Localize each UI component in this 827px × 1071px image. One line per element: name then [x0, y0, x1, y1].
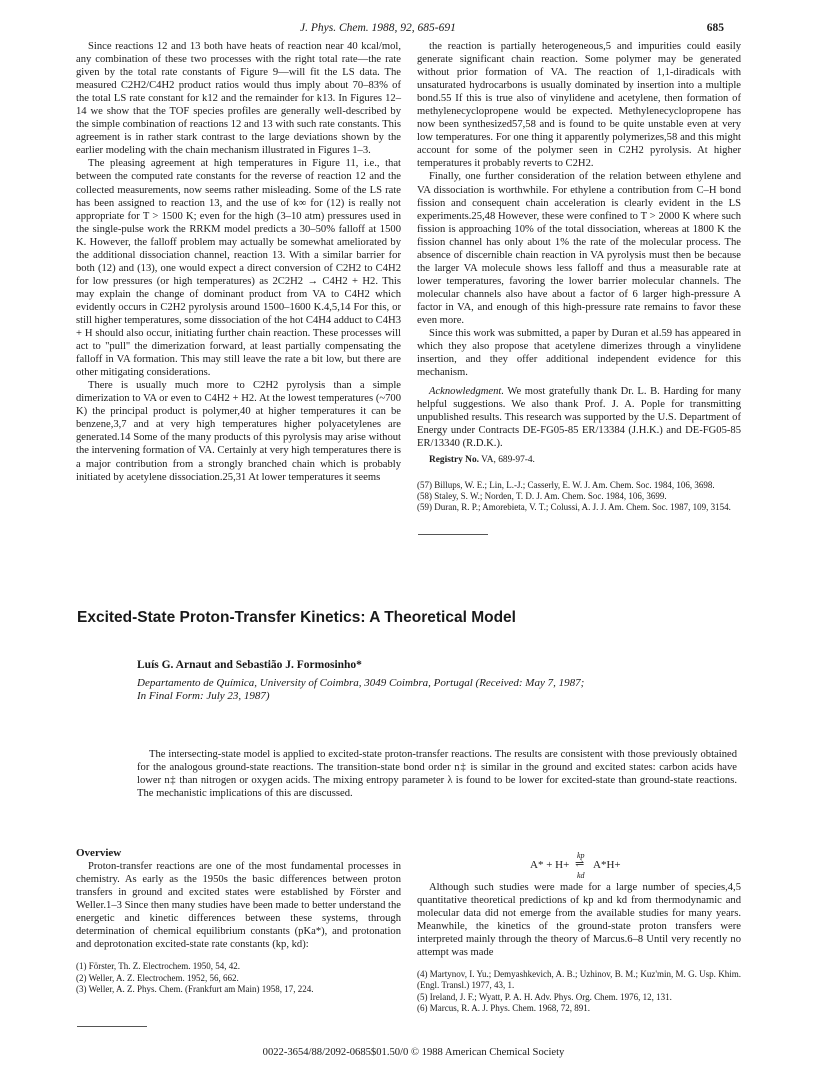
left-column-top [76, 40, 401, 484]
page-number: 685 [706, 22, 724, 34]
article-title: Excited-State Proton-Transfer Kinetics: A Theoretical Model [77, 609, 516, 626]
right-column-bottom [417, 847, 741, 1014]
acknowledgment-text: We most gratefully thank Dr. L. B. Harding for many helpful suggestions. We also thank Prof. J. A. Pople for transmitting unpublished results. This research was supported by the U.S. Department of Energy under Contracts DE-FG05-85 ER/13384 (J.H.K.) and DE-FG05-85 ER/13340 (R.D.K.). [417, 386, 741, 450]
reference: (6) Marcus, R. A. J. Phys. Chem. 1968, 72, 891. [417, 1002, 590, 1013]
paragraph: Finally, one further consideration of the relation between ethylene and VA dissociation is worthwhile. For ethylene a contribution from C–H bond fission and consequent chain acceleration is clearly evident in the LS experiments.25,48 However, these were confined to T > 2000 K where such fission is approaching 10% of the total dissociation, whereas at 1800 K the fission channel has only about 1% the rate of the molecular process. The absence of discernible chain reaction in VA pyrolysis must then be because the larger VA molecule shows less falloff and thus a measurable rate at lower temperatures, favoring the lower barrier molecular channels. The molecular channels also have about a factor of 6 larger high-pressure A factor in VA, and enough of this high-pressure rate remains to favor these even more. [417, 171, 741, 326]
equilibrium-arrow-icon: ⇌ [575, 858, 585, 870]
journal-citation: J. Phys. Chem. 1988, 92, 685-691 [300, 22, 456, 34]
affiliation-line: Departamento de Química, University of Coimbra, 3049 Coimbra, Portugal (Received: May 7, 1987; [137, 677, 585, 689]
affiliation-line: In Final Form: July 23, 1987) [137, 690, 270, 703]
abstract: The intersecting-state model is applied to excited-state proton-transfer reactions. The results are consistent with those previously obtained for the analogous ground-state reactions. The transition-state bond order n‡ is similar in the ground and excited states: carbon acids have lower n‡ than nitrogen or oxygen acids. The mixing entropy parameter λ is found to be lower for excited-state than ground-state reactions. The mechanistic implications of this are discussed. [137, 749, 737, 800]
equation [417, 847, 741, 881]
equation-left: A* + H+ [530, 859, 570, 871]
equation-right: A*H+ [593, 859, 621, 871]
equation-rate-forward: kp [577, 851, 585, 860]
paragraph: Since this work was submitted, a paper by Duran et al.59 has appeared in which they also propose that acetylene dimerizes through a vinylidene insertion, and they offer additional independent evidence for this mechanism. [417, 328, 741, 379]
left-column-bottom [76, 847, 401, 995]
paragraph: Since reactions 12 and 13 both have heats of reaction near 40 kcal/mol, any combination of these two processes with the right total rate—the rate given by the total rate constants of Figure 9—will fit the LS data. The measured C2H2/C4H2 product ratios would thus imply about 70–83% of the total LS rate constant for k12 and the remainder for k13. In Figures 12–14 we show that the TOF species profiles are generally well-described by the simple combination of reactions 12 and 13 with such rate constants. This agreement is in rather stark contrast to the large deviations shown by the earlier modeling with the chain mechanism illustrated in Figures 1–3. [76, 41, 401, 157]
registry-label: Registry No. [429, 455, 479, 466]
reference: (59) Duran, R. P.; Amorebieta, V. T.; Colussi, A. J. J. Am. Chem. Soc. 1987, 109, 3154. [417, 501, 731, 512]
equation-rate-reverse: kd [577, 871, 585, 880]
paragraph: The pleasing agreement at high temperatures in Figure 11, i.e., that between the computed rate constants for the reverse of reaction 12 and the collected measurements, now seems rather misleading. Some of the LS rate has been assigned to reaction 13, and the use of k∞ for (12) is really not appropriate for T > 1500 K; even for the high (3–10 atm) pressures used in the single-pulse work the RRKM model predicts a 30–50% falloff at 1500 K. However, the falloff problem may actually be somewhat ameliorated by the additional dissociation channel, reaction 13. With a similar barrier for both (12) and (13), one would expect a direct conversion of C2H2 to C4H2 for low pressures (or high temperatures) as 2C2H2 → C4H2 + H2. This may explain the change of dominant product from VA to C4H2 which evidently occurs in C2H2 pyrolysis around 1500–1600 K.4,5,14 For this, or still higher temperatures, some dissociation of the hot C4H4 adduct to C4H3 + H should also occur, initiating further chain reaction. These processes will act to "pull" the dimerization forward, at least partially compensating the falloff in VA formation. This may still leave the rate a bit low, but there are other mitigating considerations. [76, 158, 401, 379]
paragraph: There is usually much more to C2H2 pyrolysis than a simple dimerization to VA or even to C4H2 + H2. At the lowest temperatures (~700 K) the principal product is polymer,40 at higher temperatures it can be benzene,3,7 and at very high temperatures higher polyacetylenes are generated.14 Some of the many products of this pyrolysis may arise without the intervening formation of VA. Certainly at very high temperatures there is a major contribution from a strongly branched chain which is probably initiated by acetylene dissociation.25,31 At lower temperatures it seems [76, 380, 401, 483]
acknowledgment [417, 385, 741, 450]
reference: (58) Staley, S. W.; Norden, T. D. J. Am. Chem. Soc. 1984, 106, 3699. [417, 490, 667, 501]
reference: (4) Martynov, I. Yu.; Demyashkevich, A. B.; Uzhinov, B. M.; Kuz'min, M. G. Usp. Khim. (Engl. Transl.) 1977, 43, 1. [417, 969, 741, 991]
registry-text: VA, 689-97-4. [479, 455, 535, 466]
footnote-rule [418, 534, 488, 535]
reference: (1) Förster, Th. Z. Electrochem. 1950, 54, 42. [76, 961, 240, 972]
section-heading: Overview [76, 847, 122, 859]
reference: (2) Weller, A. Z. Electrochem. 1952, 56, 662. [76, 972, 239, 983]
authors: Luís G. Arnaut and Sebastião J. Formosinho* [137, 659, 362, 671]
registry [417, 454, 741, 467]
acknowledgment-lead: Acknowledgment. [429, 386, 505, 398]
affiliation [137, 677, 584, 703]
paragraph: the reaction is partially heterogeneous,5 and impurities could easily generate significant chain reaction. Some polymer may be generated without prior formation of VA. The reaction of 1,1-diradicals with unsaturated hydrocarbons is usually dominated by insertion into a multiple bond.55 If this is true also of vinylidene and acetylene, then formation of methylenecyclopropene would be expected. Methylenecyclopropene has now been synthesized57,58 and is found to be quite unstable even at very low temperatures. For one thing it apparently polymerizes,58 and this might account for some of the polymer seen in C2H2 pyrolysis. At higher temperatures it probably reverts to C2H2. [417, 41, 741, 170]
reference: (57) Billups, W. E.; Lin, L.-J.; Casserly, E. W. J. Am. Chem. Soc. 1984, 106, 3698. [417, 479, 715, 490]
paragraph: Although such studies were made for a large number of species,4,5 quantitative theoretical predictions of kp and kd from thermodynamic and molecular data did not emerge from the available studies for many years. Meanwhile, the kinetics of the ground-state proton transfers were interpreted mainly through the theory of Marcus.6–8 Until very recently no attempt was made [417, 882, 741, 959]
right-column-top [417, 40, 741, 513]
page-footer: 0022-3654/88/2092-0685$01.50/0 © 1988 American Chemical Society [262, 1047, 565, 1058]
reference: (5) Ireland, J. F.; Wyatt, P. A. H. Adv. Phys. Org. Chem. 1976, 12, 131. [417, 991, 672, 1002]
reference-list [76, 961, 401, 995]
reference: (3) Weller, A. Z. Phys. Chem. (Frankfurt am Main) 1958, 17, 224. [76, 983, 314, 994]
reference-list [417, 480, 741, 514]
reference-list [417, 969, 741, 1014]
footnote-rule [77, 1026, 147, 1027]
paragraph: Proton-transfer reactions are one of the most fundamental processes in chemistry. As early as the 1950s the basic differences between proton transfers in ground and excited states were established by Förster and Weller.1–3 Since then many studies have been made to better understand the energetic and kinetic differences between these systems, through determination of chemical equilibrium constants (pKa*), and protonation and deprotonation excited-state rate constants (kp, kd): [76, 861, 401, 951]
